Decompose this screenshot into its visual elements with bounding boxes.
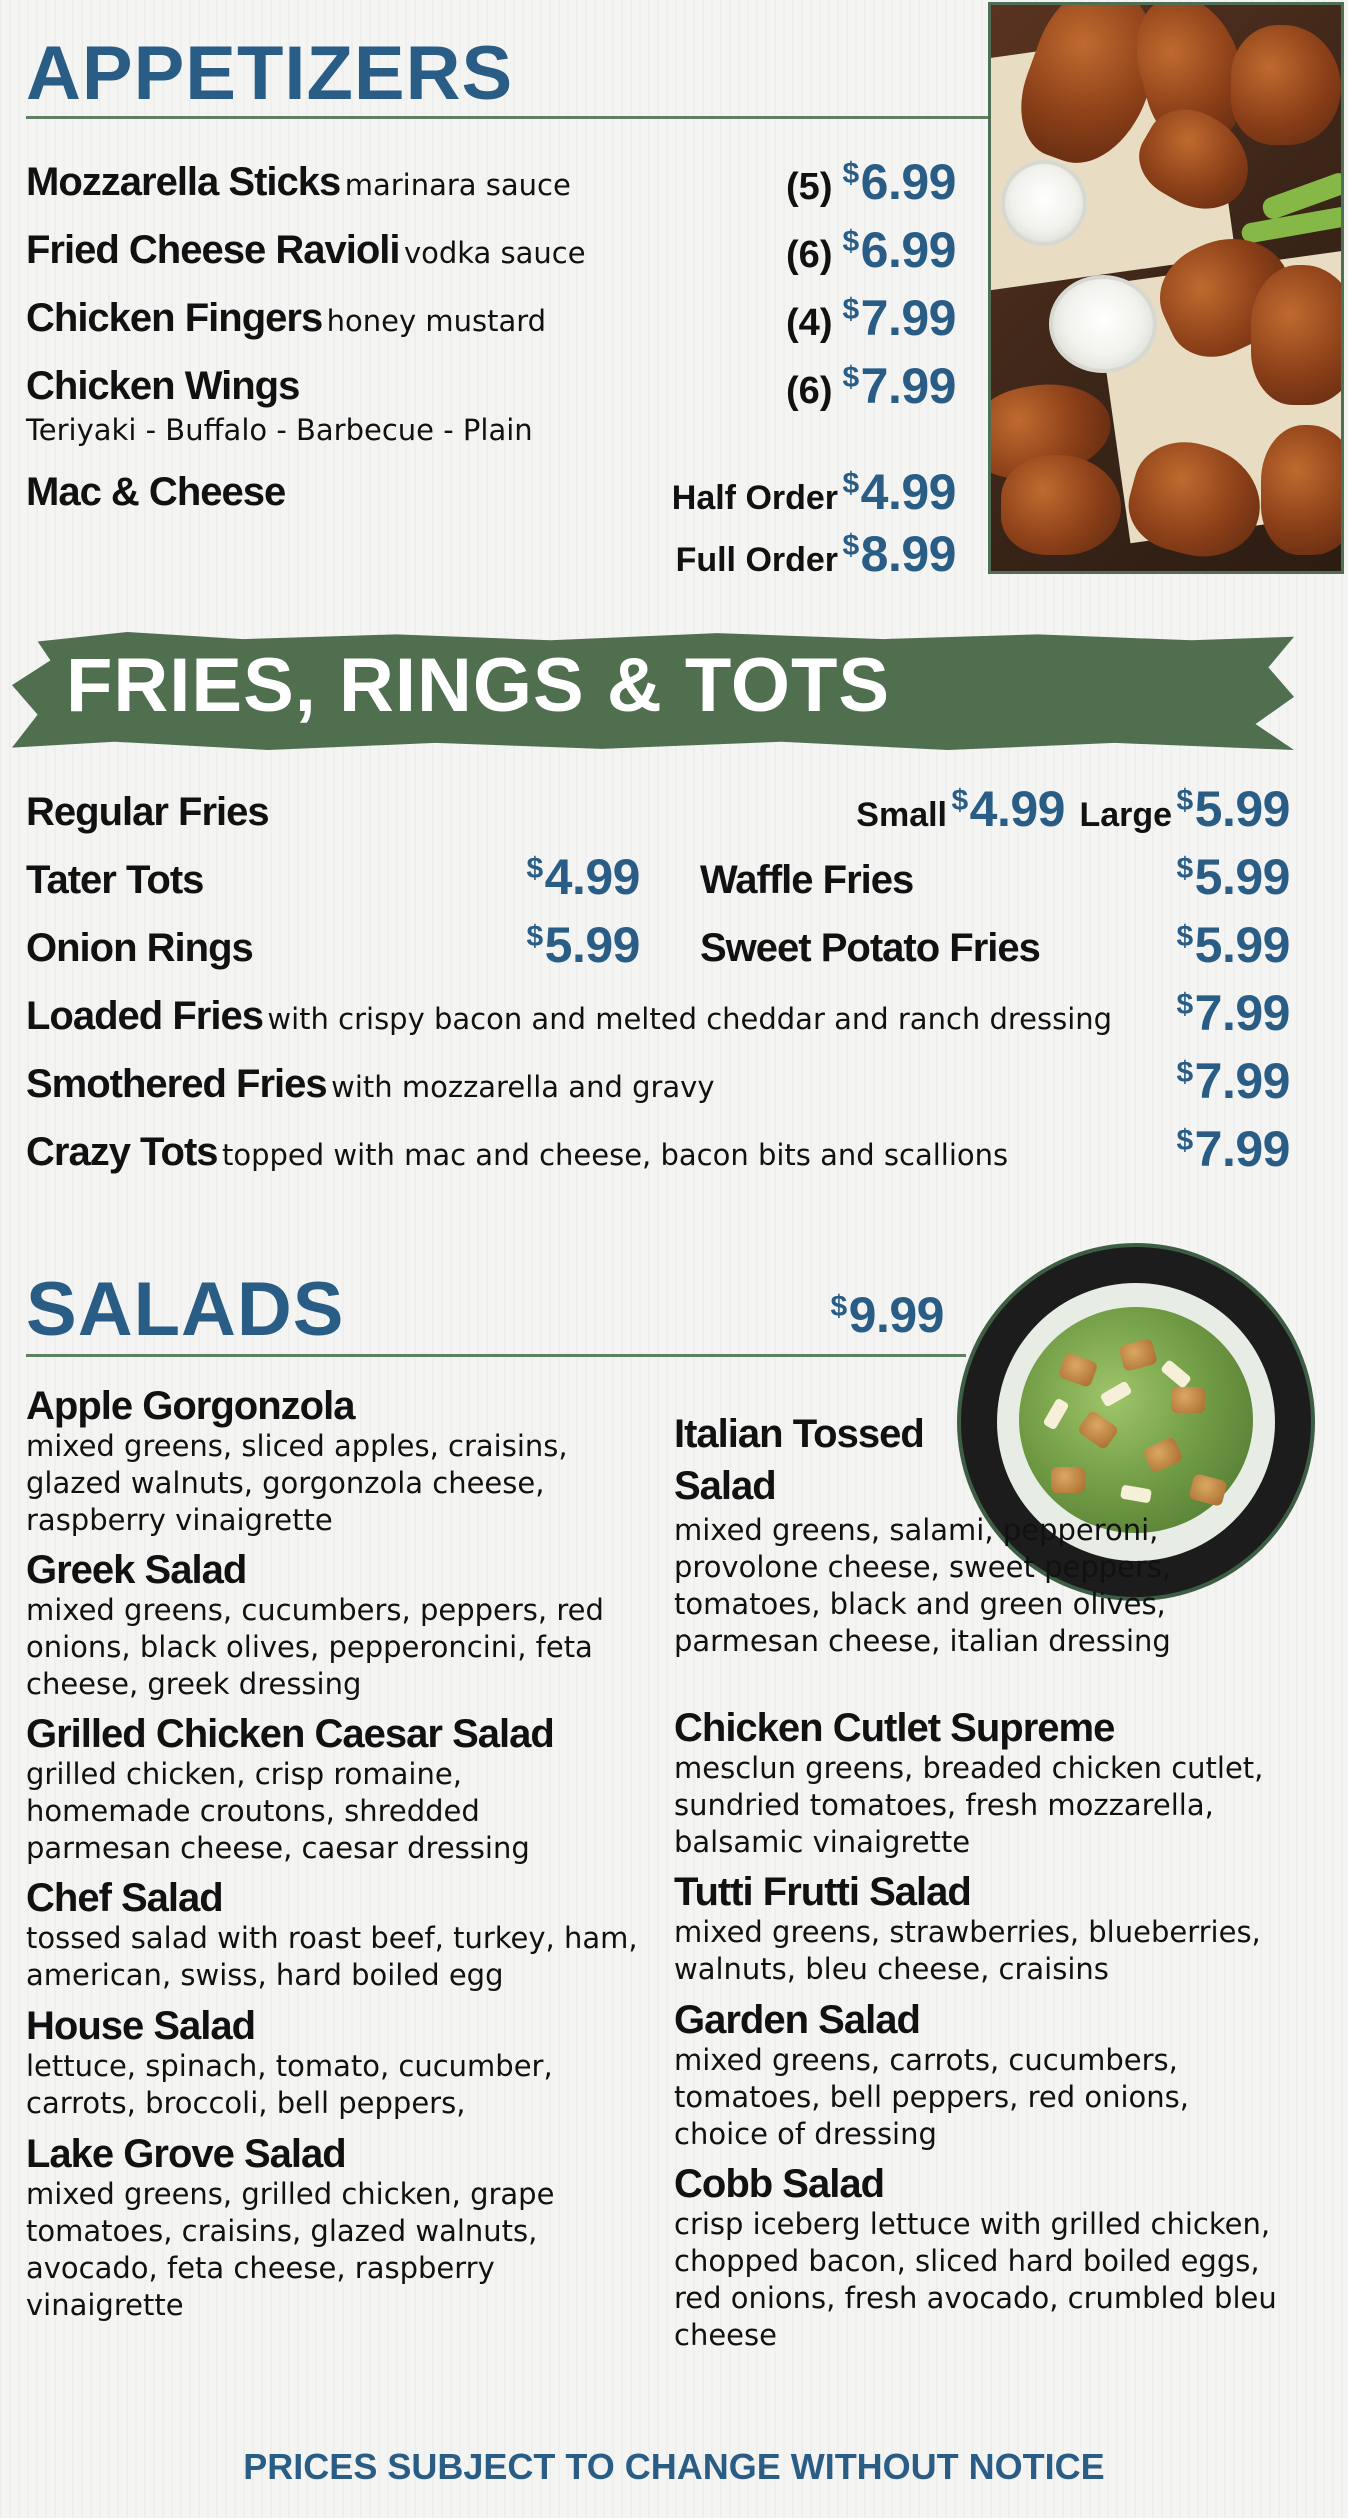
- salad-name: Tutti Frutti Salad: [674, 1870, 971, 1914]
- item-name: Onion Rings: [26, 926, 253, 970]
- salad-description: mixed greens, sliced apples, craisins, glazed walnuts, gorgonzola cheese, raspberry vinaigrette: [26, 1429, 568, 1537]
- appetizer-item: [26, 298, 546, 338]
- item-description: with mozzarella and gravy: [331, 1070, 715, 1104]
- item-price: 7.99: [1194, 1121, 1290, 1177]
- item-name: Loaded Fries: [26, 994, 263, 1038]
- fries-price: [526, 917, 640, 973]
- salad-name: House Salad: [26, 2004, 256, 2048]
- currency-symbol: $: [526, 852, 543, 885]
- item-price: 8.99: [860, 526, 956, 582]
- currency-symbol: $: [842, 529, 859, 562]
- fries-price: [1176, 1053, 1290, 1109]
- price-notice: PRICES SUBJECT TO CHANGE WITHOUT NOTICE: [243, 2446, 1105, 2487]
- item-price: 7.99: [860, 290, 956, 346]
- item-price: 5.99: [1194, 849, 1290, 905]
- salad-description: crisp iceberg lettuce with grilled chicken, chopped bacon, sliced hard boiled eggs, red onions, fresh avocado, crumbled bleu cheese: [674, 2207, 1277, 2352]
- item-price: 5.99: [544, 917, 640, 973]
- item-description: marinara sauce: [344, 168, 571, 202]
- salad-description: mesclun greens, breaded chicken cutlet, sundried tomatoes, fresh mozzarella, balsamic vinaigrette: [674, 1751, 1264, 1859]
- salad-name: Apple Gorgonzola: [26, 1384, 355, 1428]
- regular-fries-prices: [856, 781, 1290, 837]
- salad-description: mixed greens, salami, pepperoni, provolone cheese, sweet peppers, tomatoes, black and green olives, parmesan cheese, italian dressing: [674, 1513, 1172, 1658]
- currency-symbol: $: [1176, 988, 1193, 1021]
- item-price: 9.99: [848, 1287, 944, 1343]
- salads-divider: [26, 1354, 966, 1357]
- item-name: Sweet Potato Fries: [700, 926, 1040, 970]
- appetizer-price: [786, 222, 956, 278]
- salad-name: Italian Tossed Salad: [674, 1412, 924, 1508]
- item-name: Regular Fries: [26, 790, 269, 834]
- currency-symbol: $: [842, 467, 859, 500]
- salad-item: [674, 1408, 1172, 1660]
- item-quantity: (4): [786, 302, 833, 344]
- salad-description: grilled chicken, crisp romaine, homemade croutons, shredded parmesan cheese, caesar dressing: [26, 1757, 530, 1865]
- currency-symbol: $: [842, 361, 859, 394]
- fries-item: [26, 996, 1112, 1036]
- item-price: 4.99: [544, 849, 640, 905]
- item-description: topped with mac and cheese, bacon bits and scallions: [221, 1138, 1009, 1172]
- item-description: honey mustard: [326, 304, 547, 338]
- salad-item: [26, 1712, 646, 1867]
- item-name: Chicken Fingers: [26, 296, 323, 340]
- item-description: with crispy bacon and melted cheddar and ranch dressing: [267, 1002, 1113, 1036]
- salad-item: [26, 1384, 626, 1539]
- currency-symbol: $: [1176, 784, 1193, 817]
- item-price: 6.99: [860, 154, 956, 210]
- salad-item: [26, 2132, 626, 2324]
- salad-item: [674, 2162, 1314, 2354]
- fries-price: [1176, 985, 1290, 1041]
- salad-name: Chef Salad: [26, 1876, 223, 1920]
- item-quantity: (5): [786, 166, 833, 208]
- currency-symbol: $: [1176, 920, 1193, 953]
- salad-description: lettuce, spinach, tomato, cucumber, carrots, broccoli, bell peppers,: [26, 2049, 553, 2120]
- item-name: Tater Tots: [26, 858, 204, 902]
- photo-chicken-wings: [988, 2, 1344, 574]
- fries-item: [26, 792, 269, 832]
- item-name: Mac & Cheese: [26, 470, 286, 514]
- fries-item: [700, 860, 913, 900]
- salad-item: [26, 2004, 626, 2122]
- fries-title: FRIES, RINGS & TOTS: [66, 643, 891, 728]
- currency-symbol: $: [526, 920, 543, 953]
- salad-description: tossed salad with roast beef, turkey, ham, american, swiss, hard boiled egg: [26, 1921, 638, 1992]
- currency-symbol: $: [830, 1290, 847, 1323]
- appetizer-item-mac: [26, 472, 285, 512]
- salad-name: Lake Grove Salad: [26, 2132, 346, 2176]
- salad-item: [674, 1870, 1294, 1988]
- mac-full-price: [675, 526, 956, 582]
- salad-item: [26, 1876, 646, 1994]
- fries-item: [26, 1064, 715, 1104]
- fries-item: [26, 860, 203, 900]
- appetizer-price: [786, 154, 956, 210]
- half-order-label: Half Order: [671, 479, 839, 517]
- item-name: Chicken Wings: [26, 364, 300, 408]
- currency-symbol: $: [1176, 1056, 1193, 1089]
- salad-name: Cobb Salad: [674, 2162, 885, 2206]
- item-price: 4.99: [860, 464, 956, 520]
- currency-symbol: $: [1176, 852, 1193, 885]
- fries-price: [1176, 1121, 1290, 1177]
- fries-price: [1176, 849, 1290, 905]
- appetizer-item: [26, 230, 586, 270]
- currency-symbol: $: [842, 157, 859, 190]
- item-description: vodka sauce: [403, 236, 586, 270]
- item-price: 7.99: [1194, 985, 1290, 1041]
- salad-description: mixed greens, strawberries, blueberries, walnuts, bleu cheese, craisins: [674, 1915, 1261, 1986]
- salads-price: [830, 1287, 944, 1343]
- salad-description: mixed greens, carrots, cucumbers, tomatoes, bell peppers, red onions, choice of dressing: [674, 2043, 1189, 2151]
- appetizer-item: [26, 162, 571, 202]
- salad-name: Grilled Chicken Caesar Salad: [26, 1712, 554, 1756]
- item-quantity: (6): [786, 370, 833, 412]
- item-price: 7.99: [860, 358, 956, 414]
- item-name: Mozzarella Sticks: [26, 160, 341, 204]
- salad-name: Chicken Cutlet Supreme: [674, 1706, 1115, 1750]
- item-price: 6.99: [860, 222, 956, 278]
- salad-description: mixed greens, grilled chicken, grape tomatoes, craisins, glazed walnuts, avocado, feta cheese, raspberry vinaigrette: [26, 2177, 555, 2322]
- item-name: Smothered Fries: [26, 1062, 327, 1106]
- appetizers-divider: [26, 116, 988, 119]
- salads-title: SALADS: [26, 1267, 345, 1352]
- fries-item: [700, 928, 1040, 968]
- item-price: 5.99: [1194, 781, 1290, 837]
- fries-item: [26, 928, 253, 968]
- appetizer-item-description-line: [26, 413, 533, 447]
- appetizers-title: APPETIZERS: [26, 31, 514, 116]
- mac-half-price: [671, 464, 956, 520]
- item-name: Crazy Tots: [26, 1130, 218, 1174]
- large-label: Large: [1079, 796, 1173, 834]
- item-description: Teriyaki - Buffalo - Barbecue - Plain: [26, 413, 533, 447]
- currency-symbol: $: [951, 784, 968, 817]
- item-name: Fried Cheese Ravioli: [26, 228, 400, 272]
- appetizer-item: [26, 366, 299, 406]
- salad-description: mixed greens, cucumbers, peppers, red onions, black olives, pepperoncini, feta cheese, greek dressing: [26, 1593, 604, 1701]
- appetizer-price: [786, 358, 956, 414]
- small-label: Small: [856, 796, 948, 834]
- full-order-label: Full Order: [675, 541, 839, 579]
- fries-price: [526, 849, 640, 905]
- fries-price: [1176, 917, 1290, 973]
- fries-item: [26, 1132, 1008, 1172]
- salad-name: Greek Salad: [26, 1548, 247, 1592]
- appetizer-price: [786, 290, 956, 346]
- item-price: 7.99: [1194, 1053, 1290, 1109]
- item-quantity: (6): [786, 234, 833, 276]
- currency-symbol: $: [842, 293, 859, 326]
- salad-item: [674, 1706, 1294, 1861]
- salad-item: [26, 1548, 626, 1703]
- currency-symbol: $: [1176, 1124, 1193, 1157]
- item-price: 4.99: [969, 781, 1065, 837]
- item-price: 5.99: [1194, 917, 1290, 973]
- salad-name: Garden Salad: [674, 1998, 920, 2042]
- currency-symbol: $: [842, 225, 859, 258]
- salad-item: [674, 1998, 1294, 2153]
- item-name: Waffle Fries: [700, 858, 914, 902]
